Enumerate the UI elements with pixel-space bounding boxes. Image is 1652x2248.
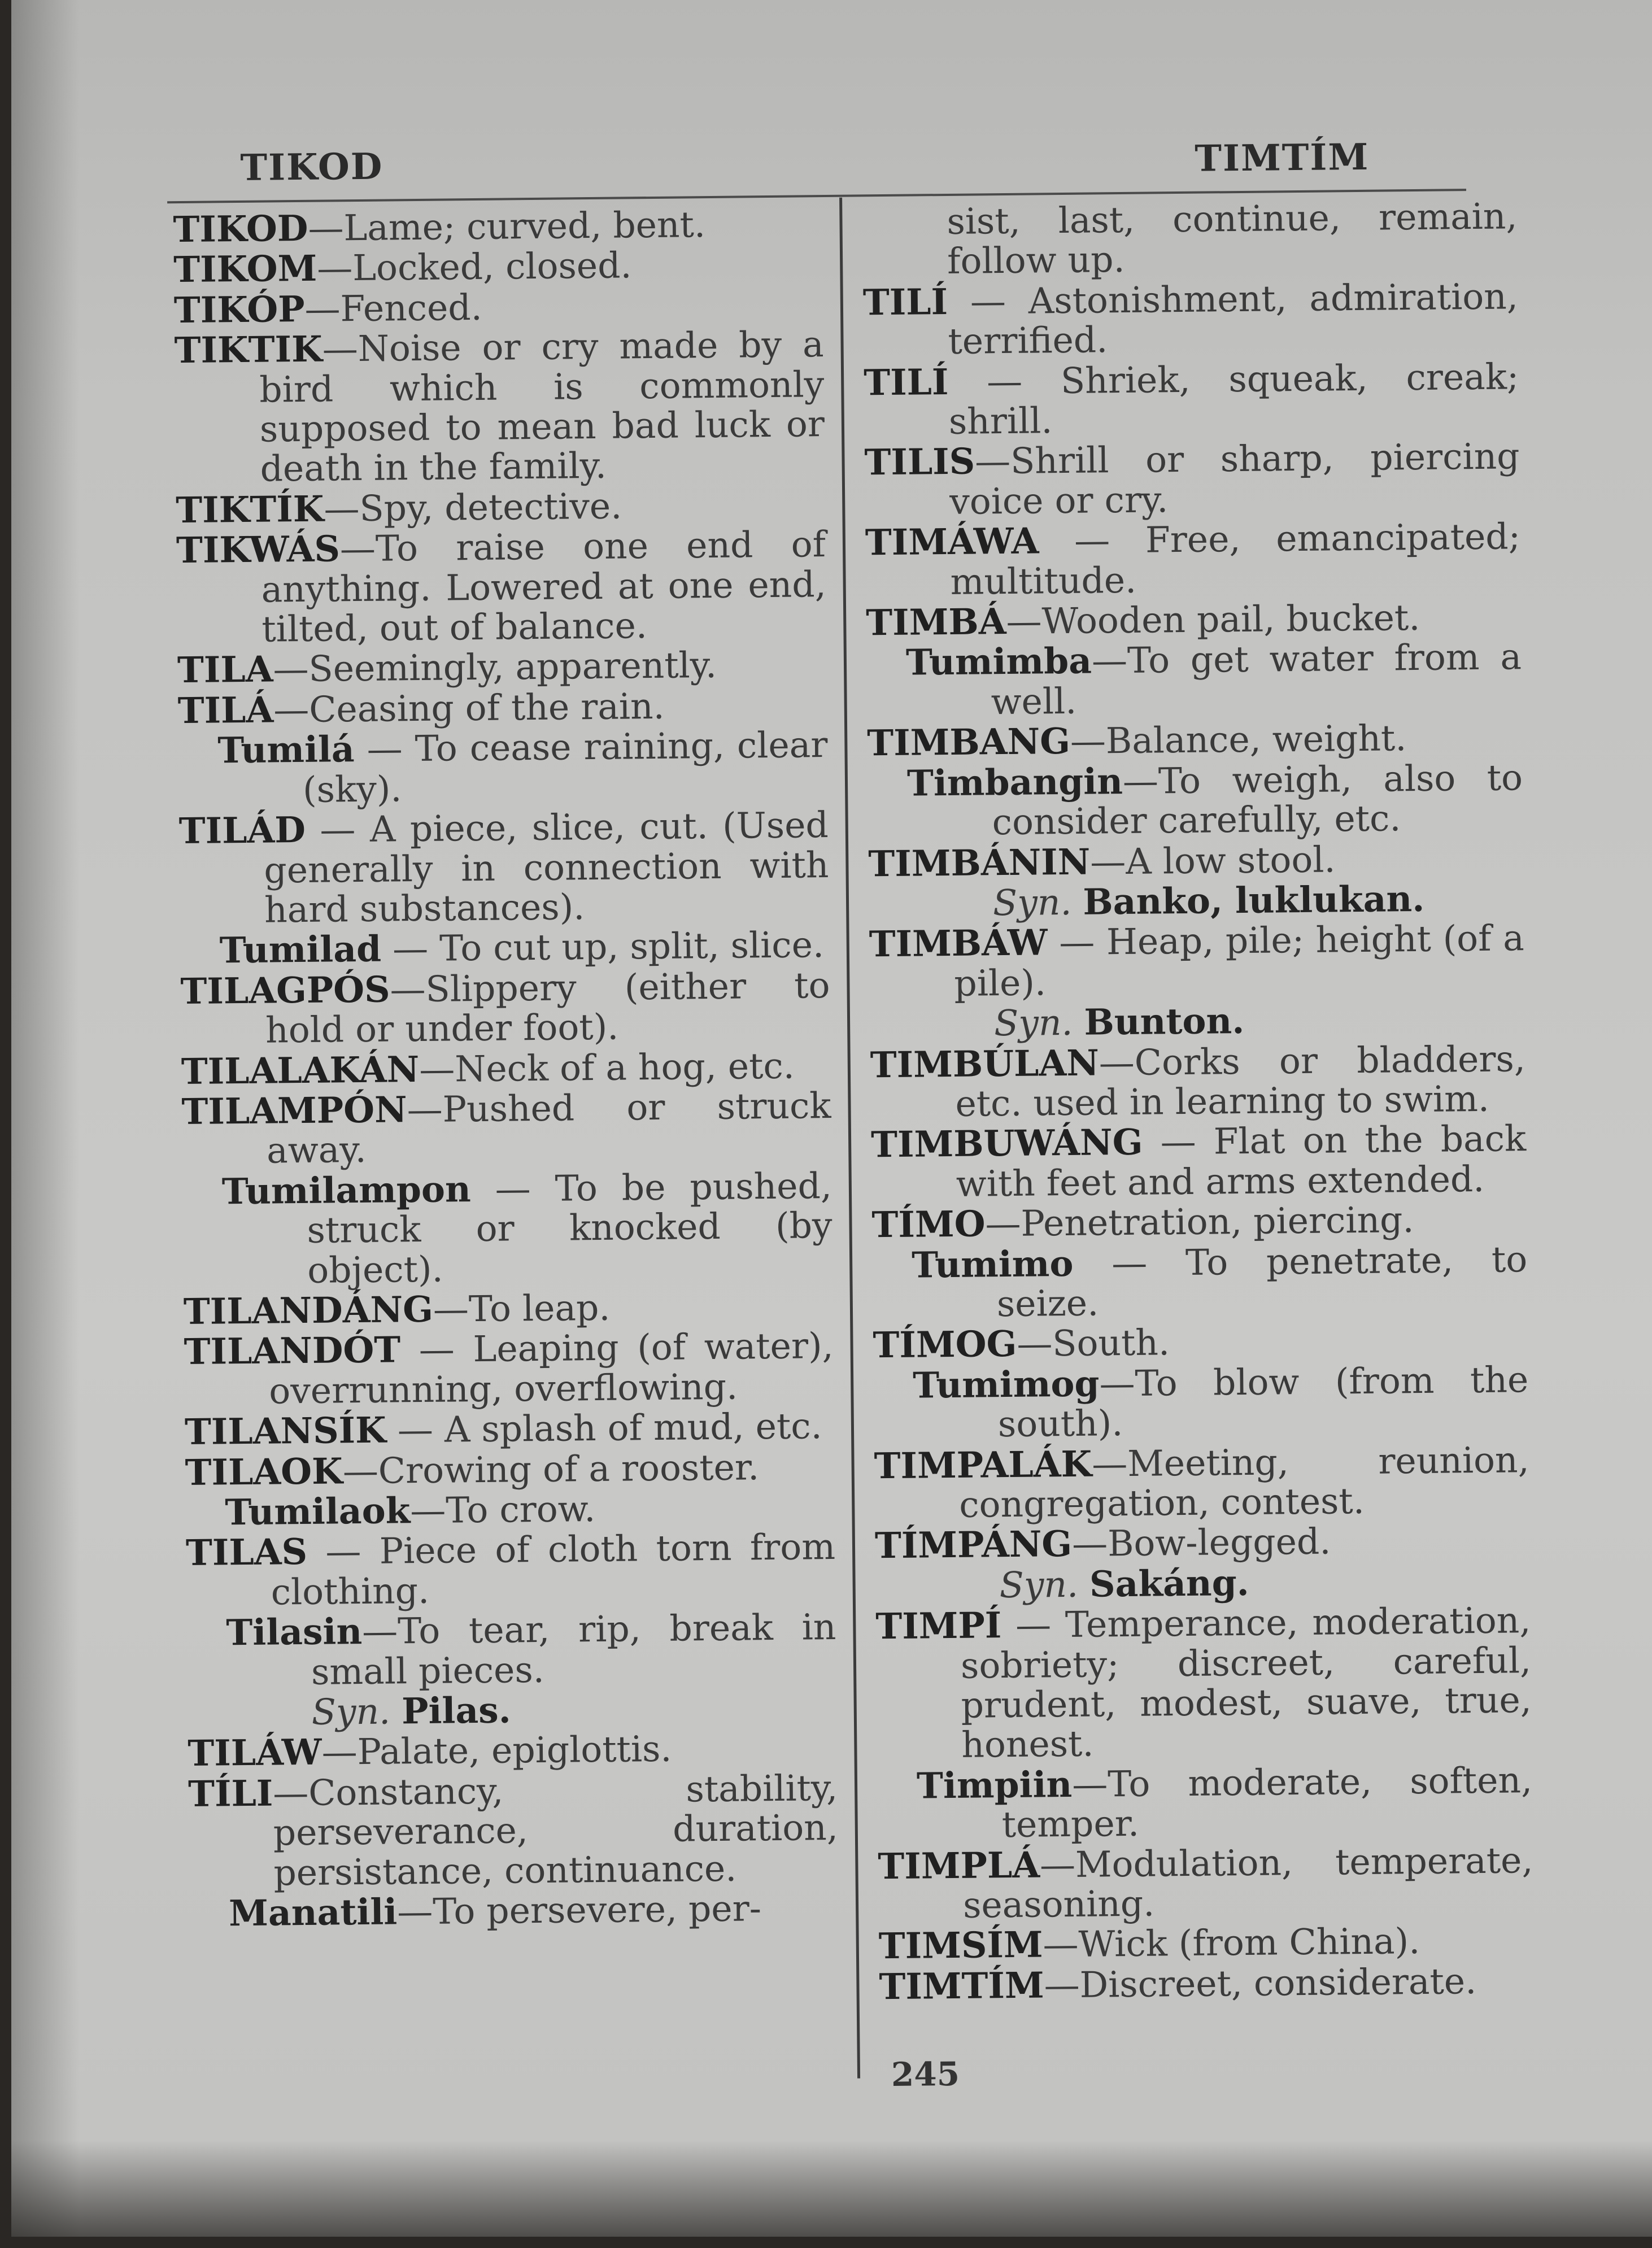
definition: — A piece, slice, cut. (Used generally in connection with hard substances). [264,804,829,931]
definition: —Neck of a hog, etc. [419,1045,795,1090]
subentry-word: Tumilaok [225,1489,411,1533]
page-bottom-shadow [11,2141,1652,2237]
definition: —Lame; curved, bent. [308,204,706,249]
headword: TILAGPÓS [180,968,390,1012]
headword: TIKOD [173,207,308,251]
definition: —Meeting, reunion, congregation, contest. [958,1439,1529,1526]
dictionary-entry [177,644,827,690]
subentry-word: Tumilampon [221,1167,472,1213]
definition: —To weigh, also to consider carefully, etc. [992,756,1523,843]
dictionary-entry [870,1039,1525,1125]
headword: TILALAKÁN [181,1048,420,1092]
headword: TIMBUWÁNG [870,1121,1143,1166]
dictionary-entry [178,805,829,931]
definition: —To tear, rip, break in small pieces. [311,1606,836,1693]
subentry [866,637,1522,724]
left-column [173,203,839,1934]
definition: —Locked, closed. [316,245,632,290]
synonym-line [875,1560,1531,1607]
entry-continuation [862,197,1518,282]
dictionary-entry [180,965,830,1052]
running-head-right: TIMTÍM [1195,136,1370,180]
definition: — Heap, pile; height (of a pile). [954,917,1525,1004]
dictionary-entry [864,356,1519,443]
headword: TIMSÍM [878,1923,1043,1967]
definition: —Seemingly, apparently. [273,644,717,690]
dictionary-entry [878,1920,1534,1967]
dictionary-entry [871,1199,1527,1245]
synonym-label: Syn. [993,1002,1073,1044]
subentry-word: Tumimba [905,639,1092,684]
dictionary-entry [185,1447,835,1493]
dictionary-entry [863,276,1519,363]
definition: — Shriek, squeak, creak; shrill. [948,355,1519,442]
definition: —Wick (from China). [1043,1920,1420,1966]
headword: TIMPALÁK [874,1443,1092,1487]
synonym-words: Pilas. [401,1689,511,1732]
subentry [186,1607,836,1693]
subentry-word: Manatili [228,1890,398,1935]
headword: TILAOK [185,1449,343,1493]
running-head-left: TIKOD [240,145,383,189]
dictionary-entry [865,516,1521,603]
synonym-line [187,1687,837,1733]
headword: TILANSÍK [184,1409,387,1453]
headword: TILANDÁNG [183,1288,434,1332]
definition: —Modulation, temperate, seasoning. [962,1839,1533,1926]
synonym-words: Sakáng. [1089,1561,1249,1605]
headword: TIMPÍ [875,1604,1002,1648]
definition: —Corks or bladders, etc. used in learning to swim. [955,1038,1526,1125]
synonym-label: Syn. [999,1563,1079,1606]
headword: TIMBANG [866,720,1071,764]
definition: — To cut up, split, slice. [381,924,825,970]
synonym-label: Syn. [311,1691,391,1733]
definition: — To cease raining, clear (sky). [302,724,828,811]
definition: —To moderate, soften, temper. [1001,1759,1533,1846]
subentry [180,925,830,971]
dictionary-entry [879,1961,1535,2007]
subentry [877,1760,1533,1846]
definition: —Crowing of a rooster. [342,1446,760,1492]
headword: TÍMPÁNG [874,1523,1073,1567]
page-content [11,0,1652,2237]
definition: sist, last, continue, remain, follow up. [947,195,1518,282]
definition: —Bow-legged. [1071,1521,1331,1565]
headword: TILANDÓT [184,1328,401,1373]
dictionary-entry [866,596,1522,643]
headword: TILÁW [188,1731,322,1775]
dictionary-entry [864,437,1520,523]
definition: —Noise or cry made by a bird which is commonly supposed to mean bad luck or death in the family. [259,324,825,490]
headword: TILÍ [863,360,949,404]
definition: —Slippery (either to hold or under foot). [265,964,830,1051]
dictionary-entry [176,484,826,530]
headword: TILÁD [178,808,306,852]
dictionary-entry [867,717,1523,764]
dictionary-entry [185,1406,835,1452]
headword: TIKTIK [174,328,323,372]
dictionary-entry [184,1286,834,1332]
right-column [862,197,1535,2007]
definition: — Astonishment, admiration, terrified. [947,276,1519,363]
headword: TIMÁWA [865,520,1039,564]
subentry [189,1888,839,1934]
definition: —Constancy, stability, perseverance, duration, persistance, continuance. [272,1767,839,1894]
definition: —A low stool. [1089,838,1336,883]
definition: —To blow (from the south). [997,1358,1529,1445]
dictionary-entry [177,685,827,731]
headword: TILAS [185,1531,308,1574]
definition: — Flat on the back with feet and arms extended. [956,1118,1527,1205]
subentry-word: Timpiin [916,1763,1073,1807]
synonym-words: Bunton. [1084,1000,1245,1043]
dictionary-entry [173,243,823,290]
headword: TIMBÁNIN [868,840,1091,885]
column-divider [839,198,860,2079]
definition: —Penetration, piercing. [985,1199,1414,1245]
definition: —To raise one end of anything. Lowered at one end, tilted, out of balance. [261,524,826,650]
headword: TIMPLÁ [878,1844,1040,1887]
definition: —To get water from a well. [991,636,1522,723]
subentry [868,757,1523,844]
dictionary-page [11,0,1652,2237]
dictionary-entry [184,1326,834,1412]
headword: TÍMOG [873,1323,1017,1366]
headword: TILA [177,648,273,691]
definition: — Leaping (of water), overrunning, overflowing. [268,1325,834,1412]
definition: —South. [1017,1322,1170,1365]
definition: —Shrill or sharp, piercing voice or cry. [949,435,1520,522]
dictionary-entry [878,1840,1533,1927]
subentry-word: Tumimog [912,1362,1100,1406]
subentry-word: Timbangin [906,760,1123,804]
headword: TILAMPÓN [181,1088,408,1132]
headword: TIMBÁW [869,921,1048,965]
headword: TILÍ [862,280,948,324]
dictionary-entry [874,1440,1529,1526]
headword: TIKOM [173,247,317,291]
dictionary-entry [873,1319,1528,1366]
dictionary-entry [176,524,827,650]
definition: — Piece of cloth torn from clothing. [271,1526,836,1613]
definition: —Discreet, considerate. [1044,1960,1477,2006]
dictionary-entry [868,838,1524,885]
synonym-line [869,878,1524,925]
definition: — Free, emancipated; multitude. [950,516,1521,603]
page-number: 245 [891,2054,960,2094]
definition: — To penetrate, to seize. [996,1238,1528,1325]
definition: —To persevere, per- [396,1888,762,1933]
definition: — To be pushed, struck or knocked (by object). [307,1165,832,1291]
definition: —Spy, detective. [324,485,622,530]
definition: —To leap. [433,1287,611,1330]
subentry [185,1487,835,1533]
dictionary-entry [188,1768,839,1894]
dictionary-entry [174,284,824,330]
dictionary-entry [181,1086,831,1172]
definition: —To crow. [409,1488,596,1532]
subentry [872,1239,1528,1326]
headword: TILÁ [177,689,274,731]
definition: —Wooden pail, bucket. [1006,597,1420,643]
headword: TIMBÚLAN [870,1041,1100,1086]
subentry-word: Tumimo [911,1242,1074,1286]
headword: TÍLI [188,1772,273,1815]
subentry [182,1166,833,1292]
subentry-word: Tilasin [226,1610,363,1654]
dictionary-entry [181,1045,831,1092]
definition: —Fenced. [304,286,482,330]
definition: —Balance, weight. [1070,717,1407,763]
definition: — Temperance, moderation, sobriety; discreet, careful, prudent, modest, suave, true, honest. [960,1600,1532,1766]
subentry [178,725,828,811]
dictionary-entry [188,1727,838,1774]
subentry [873,1360,1529,1446]
dictionary-entry [173,203,823,250]
headword: TIKTÍK [175,487,324,531]
definition: —Palate, epiglottis. [321,1728,672,1774]
synonym-words: Banko, luklukan. [1083,877,1425,923]
definition: —Pushed or struck away. [266,1084,831,1171]
headword: TIMBÁ [865,600,1006,644]
subentry-word: Tumilá [217,728,355,772]
headword: TIKÓP [173,287,305,331]
synonym-line [870,998,1525,1045]
dictionary-entry [875,1600,1532,1766]
dictionary-entry [174,324,825,490]
definition: — A splash of mud, etc. [386,1405,822,1451]
dictionary-entry [869,918,1524,1005]
headword: TIMTÍM [879,1964,1045,2008]
headword: TIKWÁS [176,528,341,572]
definition: —Ceasing of the rain. [273,685,665,731]
dictionary-entry [875,1520,1531,1567]
headword: TÍMO [871,1203,986,1246]
synonym-label: Syn. [992,881,1072,924]
dictionary-entry [186,1527,836,1613]
dictionary-entry [871,1119,1527,1205]
headword: TILIS [864,440,975,483]
subentry-word: Tumilad [219,927,382,971]
